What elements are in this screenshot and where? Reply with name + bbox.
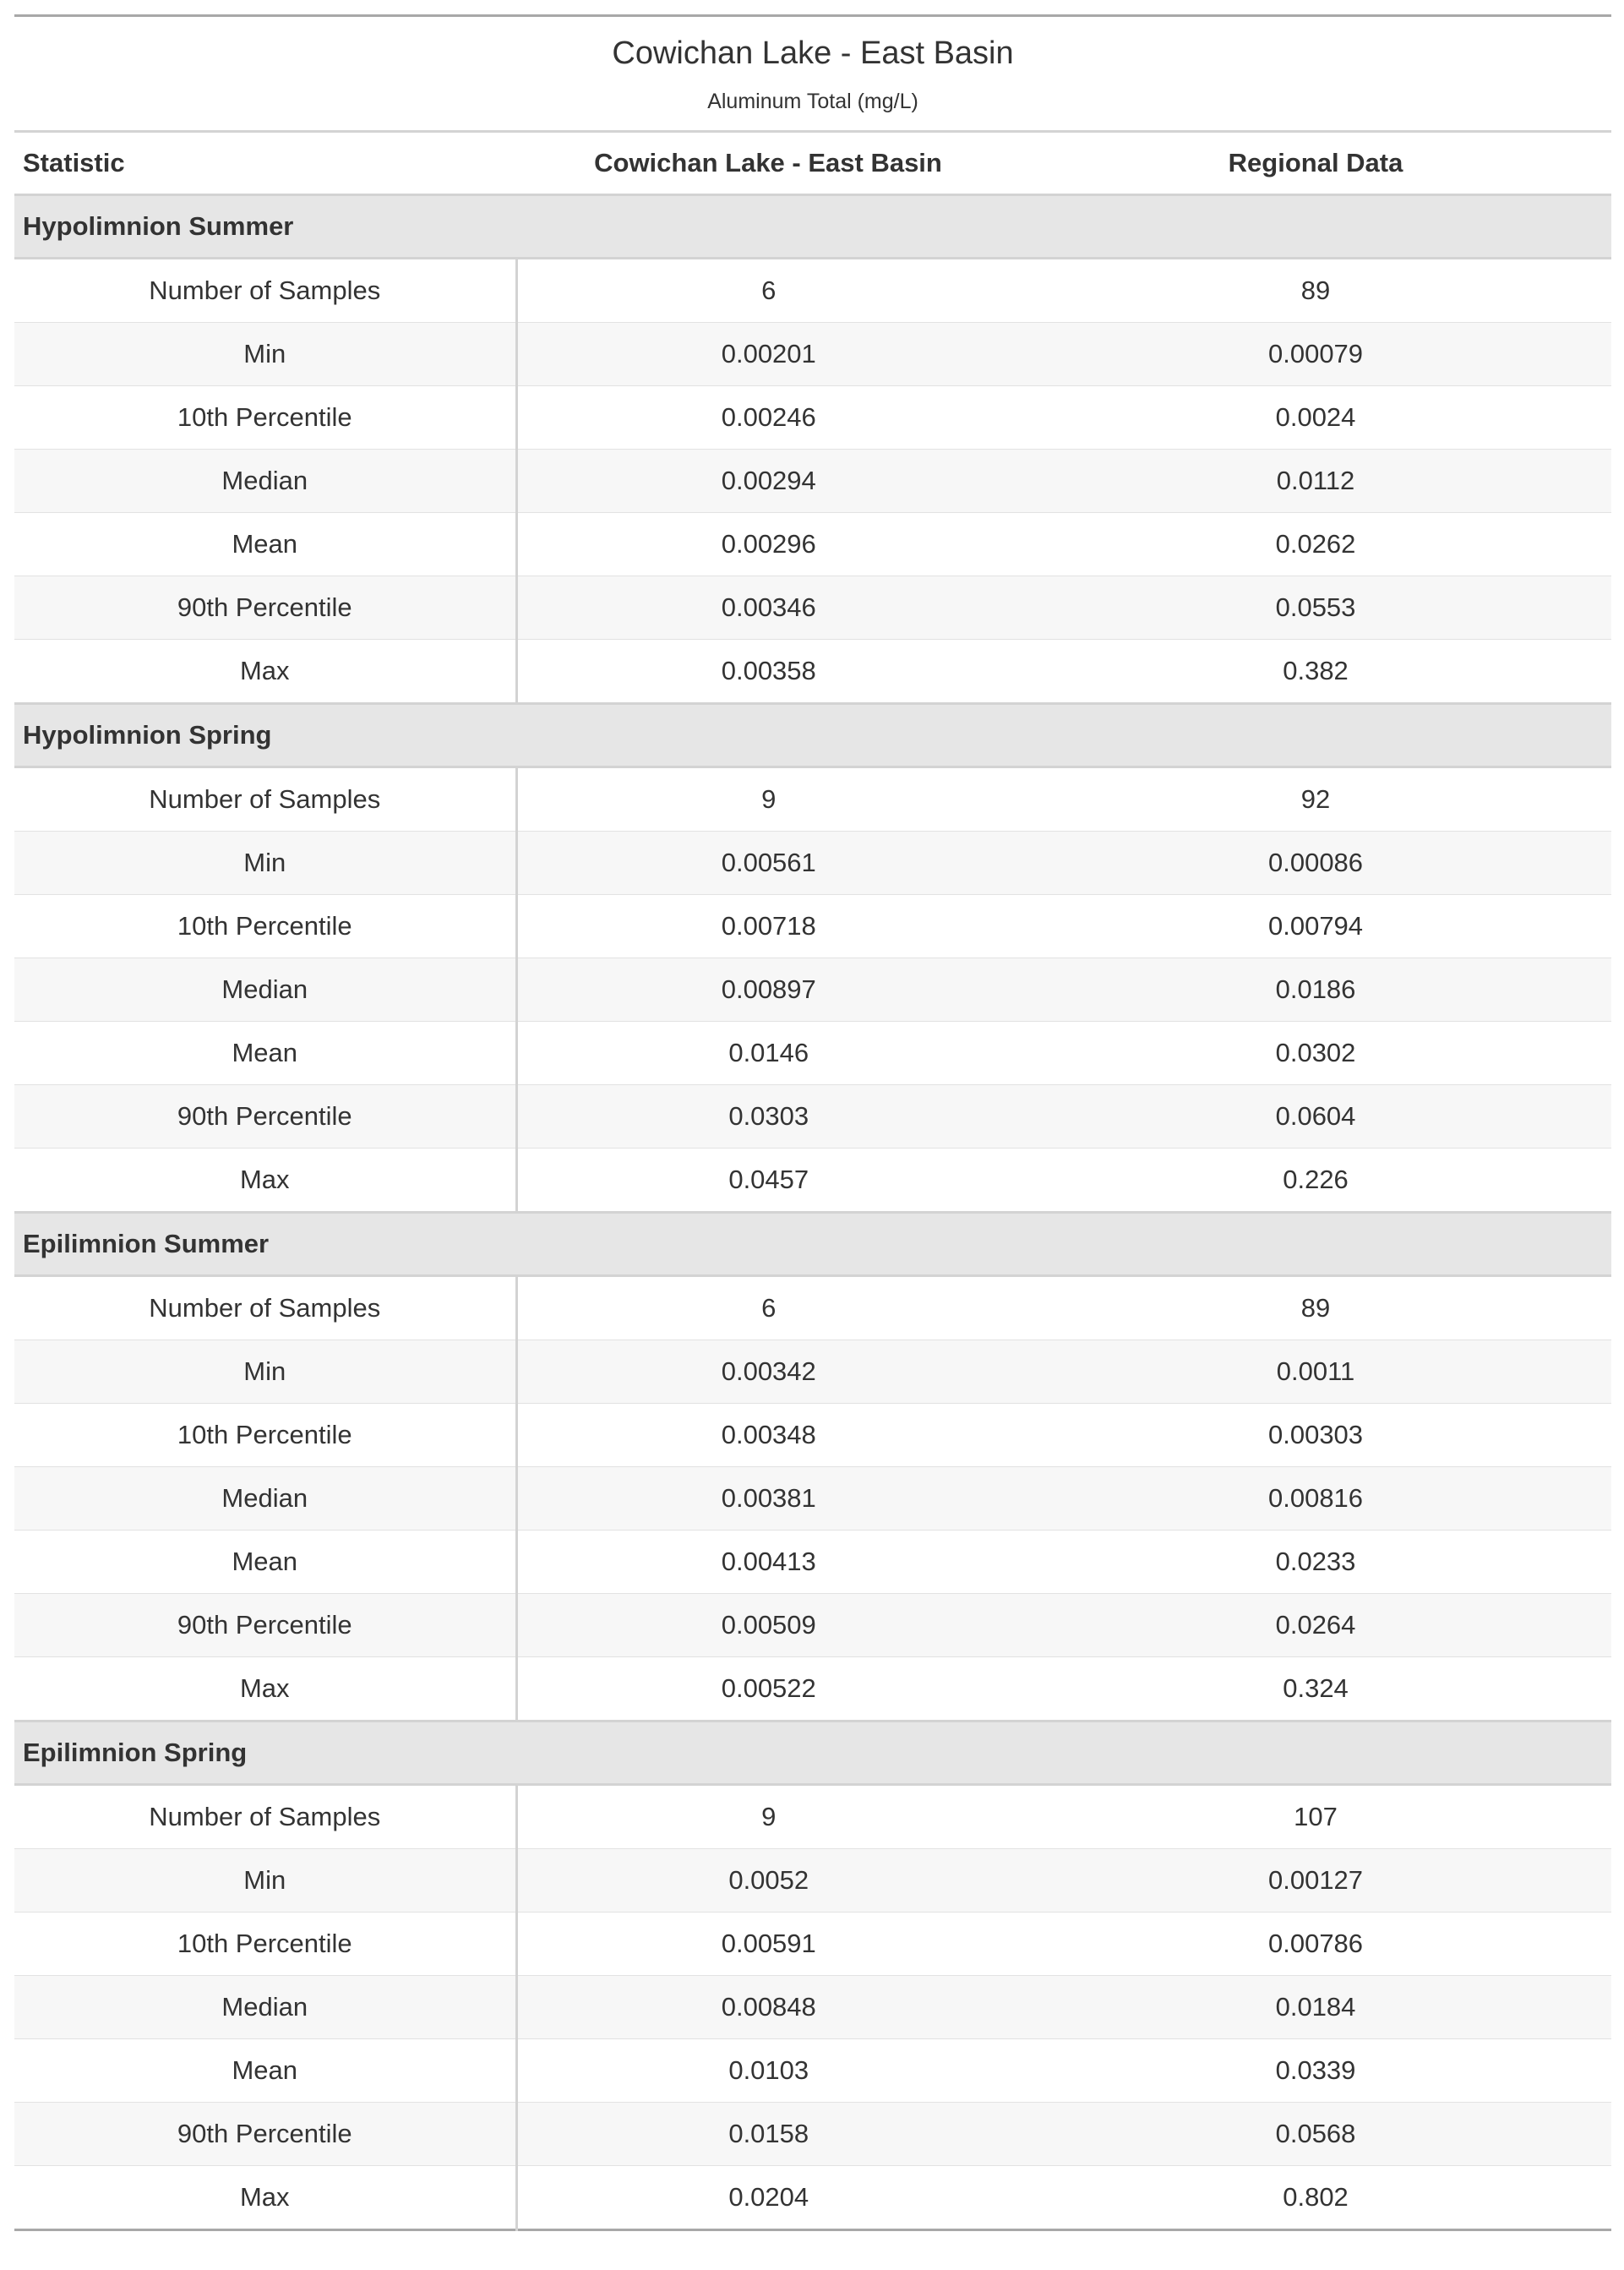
statistic-cell: 90th Percentile: [14, 2103, 516, 2166]
regional-value-cell: 0.0568: [1020, 2103, 1611, 2166]
regional-value-cell: 0.0184: [1020, 1976, 1611, 2039]
lake-value-cell: 0.00201: [516, 323, 1020, 386]
regional-value-cell: 89: [1300, 1293, 1331, 1323]
regional-value-cell: 0.0024: [1020, 386, 1611, 450]
statistic-cell: Mean: [14, 1531, 516, 1594]
title-row: [14, 16, 1611, 90]
lake-value-cell: 9: [761, 784, 777, 814]
table-row: [14, 1594, 1611, 1657]
table-row: [14, 450, 1611, 513]
regional-value-cell: 0.00079: [1020, 323, 1611, 386]
table-row: [14, 513, 1611, 576]
regional-value-cell: 0.0339: [1020, 2039, 1611, 2103]
statistic-cell: 10th Percentile: [14, 1404, 516, 1467]
statistic-cell: Median: [14, 1976, 516, 2039]
statistic-cell: Number of Samples: [14, 259, 516, 323]
regional-value-cell: 92: [1300, 784, 1331, 814]
lake-value-cell: 0.00561: [516, 832, 1020, 895]
regional-value-cell: 0.00786: [1020, 1913, 1611, 1976]
lake-value-cell: 0.0146: [516, 1022, 1020, 1085]
regional-value-cell: 0.802: [1020, 2166, 1611, 2230]
statistic-cell: Min: [14, 1849, 516, 1913]
lake-value-cell: 0.00294: [516, 450, 1020, 513]
statistic-cell: Mean: [14, 1022, 516, 1085]
summary-statistics-table: [14, 14, 1611, 2231]
group-label: Hypolimnion Summer: [14, 195, 1611, 259]
statistic-cell: 90th Percentile: [14, 1085, 516, 1149]
statistic-cell: 90th Percentile: [14, 576, 516, 640]
statistic-cell: Number of Samples: [14, 1785, 516, 1849]
lake-value-cell: 0.0158: [516, 2103, 1020, 2166]
table-row: [14, 1913, 1611, 1976]
statistic-cell: Max: [14, 640, 516, 704]
table-row: [14, 386, 1611, 450]
column-header-row: [14, 132, 1611, 195]
summary-table-container: [14, 14, 1611, 2231]
group-row: [14, 1213, 1611, 1276]
regional-value-cell: 0.0186: [1020, 958, 1611, 1022]
lake-value-cell: 0.00848: [516, 1976, 1020, 2039]
group-label: Epilimnion Spring: [14, 1722, 1611, 1785]
regional-value-cell: 0.0011: [1020, 1340, 1611, 1404]
regional-value-cell: 0.0553: [1020, 576, 1611, 640]
table-row: [14, 1085, 1611, 1149]
statistic-cell: Number of Samples: [14, 1276, 516, 1340]
regional-value-cell: 0.0112: [1020, 450, 1611, 513]
table-row: [14, 958, 1611, 1022]
lake-value-cell: 9: [761, 1802, 777, 1831]
lake-value-cell: 0.00591: [516, 1913, 1020, 1976]
lake-value-cell: 0.00718: [516, 895, 1020, 958]
statistic-cell: Min: [14, 323, 516, 386]
table-row: [14, 895, 1611, 958]
table-row: [14, 2039, 1611, 2103]
lake-value-cell: 0.0052: [516, 1849, 1020, 1913]
lake-value-cell: 0.0457: [516, 1149, 1020, 1213]
lake-value-cell: 0.00246: [516, 386, 1020, 450]
group-label: Epilimnion Summer: [14, 1213, 1611, 1276]
table-row: [14, 576, 1611, 640]
table-row: [14, 832, 1611, 895]
group-row: [14, 1722, 1611, 1785]
regional-value-cell: 0.0302: [1020, 1022, 1611, 1085]
statistic-cell: Mean: [14, 513, 516, 576]
table-row: [14, 1149, 1611, 1213]
table-row: [14, 1849, 1611, 1913]
statistic-cell: Max: [14, 2166, 516, 2230]
statistic-cell: Mean: [14, 2039, 516, 2103]
statistic-cell: Min: [14, 832, 516, 895]
regional-value-cell: 0.00303: [1020, 1404, 1611, 1467]
regional-value-cell: 0.0233: [1020, 1531, 1611, 1594]
table-row: [14, 1404, 1611, 1467]
table-row: [14, 1340, 1611, 1404]
table-row: [14, 1467, 1611, 1531]
statistic-cell: Number of Samples: [14, 767, 516, 832]
table-row: [14, 1022, 1611, 1085]
statistic-cell: 10th Percentile: [14, 386, 516, 450]
lake-value-cell: 0.00522: [516, 1657, 1020, 1722]
regional-value-cell: 0.00794: [1020, 895, 1611, 958]
regional-value-cell: 0.00127: [1020, 1849, 1611, 1913]
regional-value-cell: 0.0264: [1020, 1594, 1611, 1657]
subtitle-row: [14, 90, 1611, 132]
lake-value-cell: 0.00897: [516, 958, 1020, 1022]
statistic-cell: Median: [14, 450, 516, 513]
statistic-cell: Max: [14, 1149, 516, 1213]
statistic-cell: 10th Percentile: [14, 895, 516, 958]
column-header-lake: Cowichan Lake - East Basin: [516, 132, 1020, 195]
statistic-cell: Median: [14, 1467, 516, 1531]
lake-value-cell: 0.0204: [516, 2166, 1020, 2230]
statistic-cell: Min: [14, 1340, 516, 1404]
table-row: [14, 640, 1611, 704]
lake-value-cell: 0.0303: [516, 1085, 1020, 1149]
statistic-cell: 90th Percentile: [14, 1594, 516, 1657]
table-body: [14, 195, 1611, 2230]
lake-value-cell: 0.00342: [516, 1340, 1020, 1404]
regional-value-cell: 0.0604: [1020, 1085, 1611, 1149]
lake-value-cell: 0.00509: [516, 1594, 1020, 1657]
lake-value-cell: 0.00413: [516, 1531, 1020, 1594]
regional-value-cell: 0.226: [1020, 1149, 1611, 1213]
group-label: Hypolimnion Spring: [14, 704, 1611, 767]
statistic-cell: Max: [14, 1657, 516, 1722]
group-row: [14, 704, 1611, 767]
table-subtitle: Aluminum Total (mg/L): [14, 90, 1611, 132]
column-header-statistic: Statistic: [14, 132, 516, 195]
lake-value-cell: 6: [761, 1293, 777, 1323]
statistic-cell: Median: [14, 958, 516, 1022]
regional-value-cell: 107: [1294, 1802, 1338, 1831]
table-title: Cowichan Lake - East Basin: [612, 35, 1014, 71]
regional-value-cell: 89: [1300, 276, 1331, 305]
lake-value-cell: 0.00358: [516, 640, 1020, 704]
table-row: [14, 1785, 1611, 1849]
lake-value-cell: 0.00381: [516, 1467, 1020, 1531]
table-header: [14, 16, 1611, 195]
lake-value-cell: 0.00348: [516, 1404, 1020, 1467]
regional-value-cell: 0.0262: [1020, 513, 1611, 576]
table-row: [14, 2103, 1611, 2166]
table-row: [14, 1976, 1611, 2039]
lake-value-cell: 0.00346: [516, 576, 1020, 640]
regional-value-cell: 0.00086: [1020, 832, 1611, 895]
lake-value-cell: 0.0103: [516, 2039, 1020, 2103]
column-header-regional: Regional Data: [1020, 132, 1611, 195]
table-row: [14, 2166, 1611, 2230]
group-row: [14, 195, 1611, 259]
lake-value-cell: 6: [761, 276, 777, 305]
table-row: [14, 259, 1611, 323]
regional-value-cell: 0.382: [1020, 640, 1611, 704]
regional-value-cell: 0.00816: [1020, 1467, 1611, 1531]
table-row: [14, 1276, 1611, 1340]
table-row: [14, 1657, 1611, 1722]
lake-value-cell: 0.00296: [516, 513, 1020, 576]
regional-value-cell: 0.324: [1020, 1657, 1611, 1722]
table-row: [14, 767, 1611, 832]
table-row: [14, 1531, 1611, 1594]
statistic-cell: 10th Percentile: [14, 1913, 516, 1976]
table-row: [14, 323, 1611, 386]
